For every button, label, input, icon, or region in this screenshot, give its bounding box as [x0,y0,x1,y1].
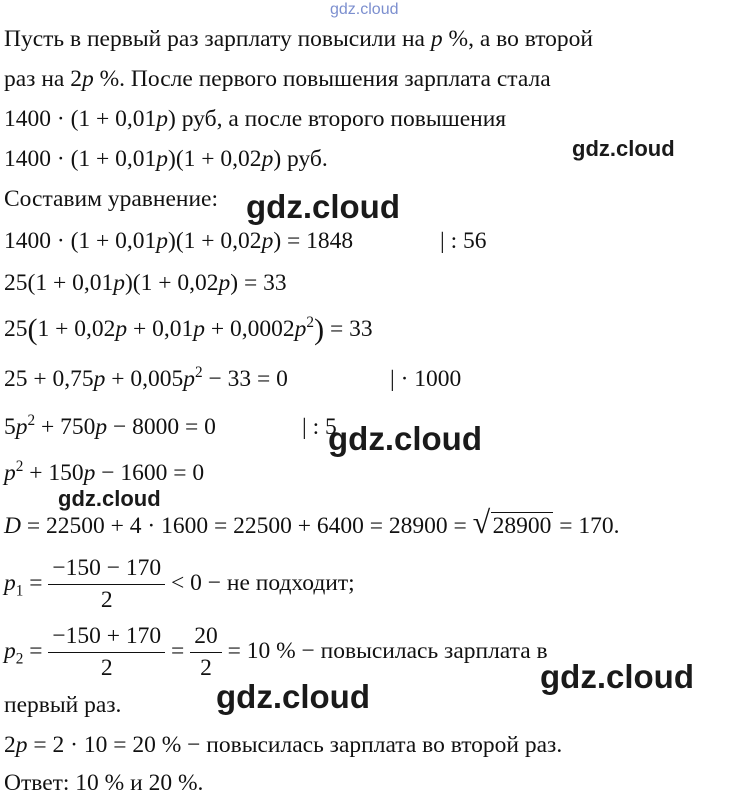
text-span: 1 + 0,02 [37,316,116,342]
watermark-4: gdz.cloud [58,486,161,511]
paren-left: ( [27,313,38,346]
paren-right: ) [314,313,325,346]
text-span: + 0,005 [105,366,184,392]
subscript: 2 [15,650,24,668]
text-span: 25(1 + 0,01 [4,270,114,296]
text-span: 25 [4,316,28,342]
text-span: 1400 · (1 + 0,01 [4,228,157,254]
text-span: 1400 · (1 + 0,01 [4,146,157,172]
exponent: 2 [15,457,24,475]
equation-5 [4,411,216,440]
subscript: 1 [15,582,24,600]
watermark-1: gdz.cloud [572,136,675,161]
second-raise-line [4,734,562,758]
text-span: ) = 1848 [273,228,354,254]
text-span: раз на 2 [4,66,82,92]
text-span: 2 [4,732,16,758]
var-p: p [218,270,231,296]
var-D: D [4,513,21,539]
exponent: 2 [27,411,36,429]
var-p: p [15,414,28,440]
text-span: − 8000 = 0 [107,414,216,440]
equation-1 [4,230,353,254]
equation-3 [4,313,373,346]
equation-2 [4,272,287,296]
text-span: ) руб. [273,146,328,172]
text-span: ) = 33 [230,270,287,296]
discriminant-line [4,504,620,540]
text-span: = 33 [324,316,373,342]
text-span: + 150 [23,460,84,486]
text-span: 1400 · (1 + 0,01 [4,106,157,132]
root-p2-line [4,624,548,682]
watermark-3: gdz.cloud [328,420,482,457]
var-p: p [4,460,16,486]
equation-5-operation: | : 5 [302,414,337,440]
text-span: %. После первого повышения зарплата стала [93,66,551,92]
fraction-p2 [48,624,165,682]
text-span: 25 + 0,75 [4,366,94,392]
var-p: p [83,460,96,486]
intro-line-3 [4,108,506,132]
numerator: −150 + 170 [48,624,165,653]
text-span: 5 [4,414,16,440]
var-p: p [193,316,206,342]
equation-6 [4,457,205,486]
equation-4-operation: | · 1000 [390,366,462,392]
fraction-p1 [48,556,165,614]
var-p: p [115,316,128,342]
radical-sign: √ [472,504,491,540]
denominator: 2 [100,654,113,681]
text-span: − 33 = 0 [202,366,288,392]
numerator: 20 [190,624,222,653]
var-p: p [294,316,307,342]
watermark-2: gdz.cloud [246,188,400,225]
text-span: + 0,0002 [205,316,295,342]
text-span: = 22500 + 4 · 1600 = 22500 + 6400 = 28900 = [20,513,473,539]
equals: = [23,638,49,665]
text-span: ) руб, а после второго повышения [168,106,507,132]
denominator: 2 [100,586,113,613]
var-p: p [156,146,169,172]
compose-line: Составим уравнение: [4,186,218,212]
root-p1-line [4,556,355,614]
equation-1-operation: | : 56 [440,228,487,254]
text-span: Пусть в первый раз зарплату повысили на [4,26,431,52]
numerator: −150 − 170 [48,556,165,585]
var-p: p [261,146,274,172]
watermark-top: gdz.cloud [330,1,399,18]
text-span: = 2 · 10 = 20 % − повысилась зарплата во второй раз. [27,732,563,758]
watermark-6: gdz.cloud [216,678,370,715]
exponent: 2 [195,363,203,381]
text-span: + 750 [35,414,96,440]
intro-line-2 [4,68,551,92]
equals: = [165,638,191,665]
root-p2-continuation: первый раз. [4,692,122,718]
fraction-p2-simplified [190,624,222,682]
var-p: p [113,270,125,296]
intro-line-1 [4,28,593,52]
var-p: p [261,228,274,254]
text-span: = 10 % − повысилась зарплата в [221,638,548,665]
text-span: < 0 − не подходит; [165,570,355,597]
text-span: = 170. [553,513,620,539]
watermark-5: gdz.cloud [540,658,694,695]
equals: = [23,570,49,597]
text-span: − 1600 = 0 [95,460,205,486]
text-span: )(1 + 0,02 [168,146,262,172]
text-span: + 0,01 [127,316,194,342]
denominator: 2 [200,654,212,681]
answer-line: Ответ: 10 % и 20 %. [4,770,204,796]
radicand: 28900 [492,513,552,539]
var-p: p [95,414,108,440]
text-span: )(1 + 0,02 [168,228,262,254]
var-p: p [81,66,94,92]
text-span: %, а во второй [442,26,593,52]
exponent: 2 [306,313,315,331]
var-p: p [15,732,28,758]
var-p: p [4,570,16,597]
var-p: p [183,366,196,392]
var-p: p [156,228,169,254]
var-p: p [93,366,106,392]
var-p: p [430,26,443,52]
var-p: p [156,106,169,132]
square-root [472,504,554,540]
var-p: p [4,638,16,665]
equation-4 [4,363,288,392]
text-span: )(1 + 0,02 [124,270,219,296]
intro-line-4 [4,148,328,172]
